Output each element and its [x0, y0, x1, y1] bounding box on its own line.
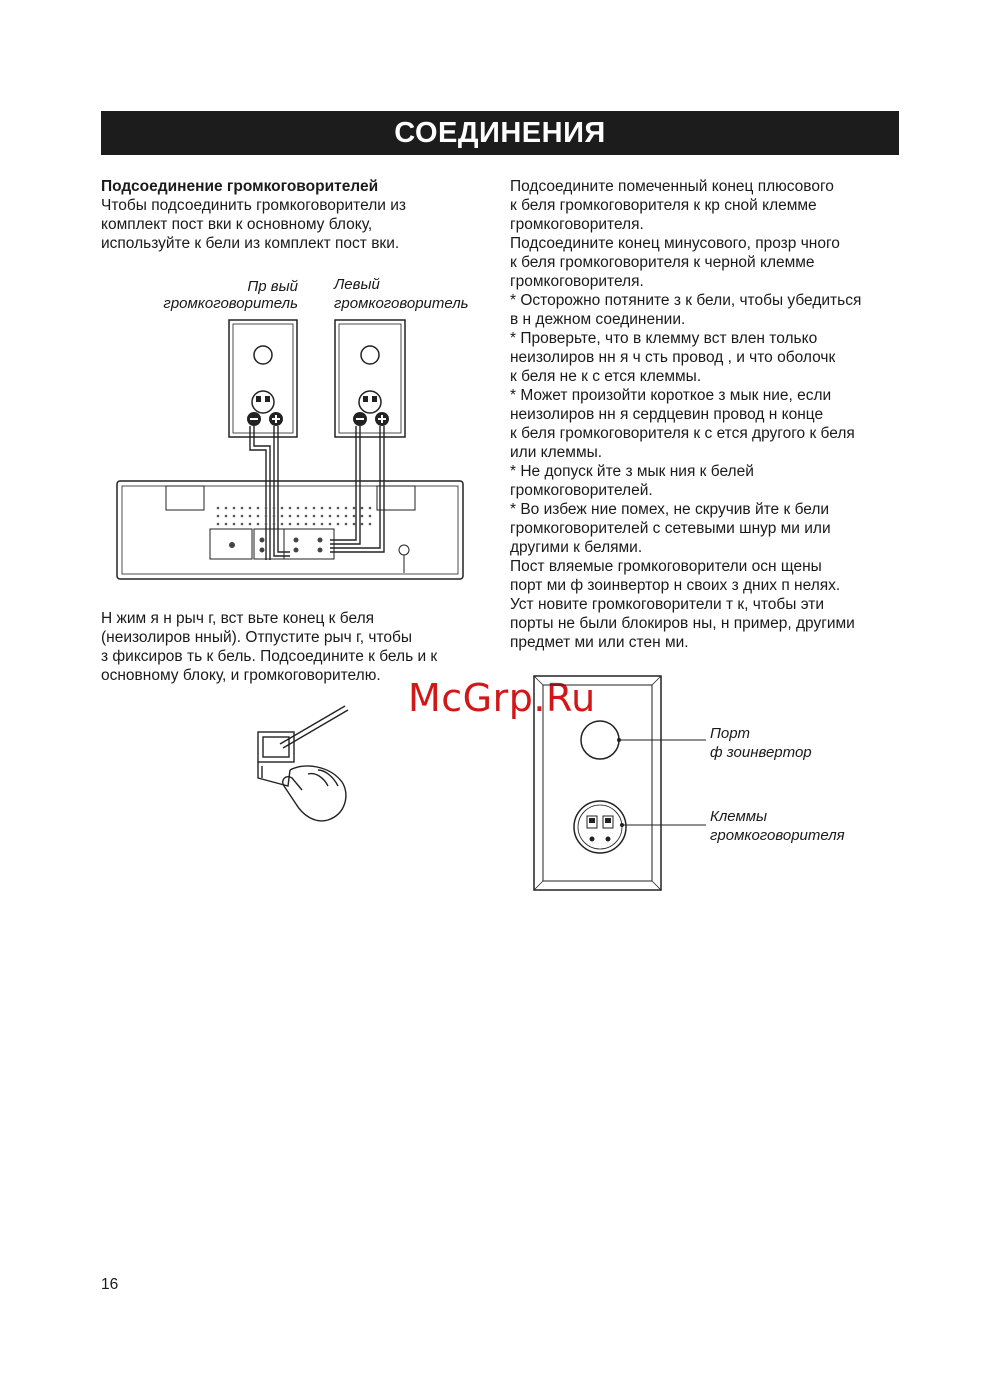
- left-speaker-port: [361, 346, 379, 364]
- vent-hole: [321, 507, 324, 510]
- page-title: СОЕДИНЕНИЯ: [394, 116, 606, 149]
- vent-hole: [321, 515, 324, 518]
- vent-hole: [297, 515, 300, 518]
- instruction-line: основному блоку, и громкоговорителю.: [101, 667, 381, 684]
- vent-hole: [313, 523, 316, 526]
- vent-hole: [329, 523, 332, 526]
- vent-hole: [313, 515, 316, 518]
- right-speaker-label-line1: Пр вый: [247, 278, 298, 295]
- port-label-line2: ф зоинвертор: [710, 744, 812, 761]
- text-line: * Во избеж ние помех, не скручив йте к бели: [510, 501, 830, 518]
- text-line: Подсоедините конец минусового, прозр чного: [510, 235, 840, 252]
- vent-hole: [353, 523, 356, 526]
- vent-hole: [249, 523, 252, 526]
- vent-hole: [265, 515, 268, 518]
- intro-line: Чтобы подсоединить громкоговорители из: [101, 197, 406, 214]
- watermark: McGrp.Ru: [408, 676, 596, 720]
- text-line: к беля громкоговорителя к черной клемме: [510, 254, 815, 271]
- vent-hole: [305, 507, 308, 510]
- vent-hole: [305, 523, 308, 526]
- right-speaker-port: [254, 346, 272, 364]
- vent-hole: [265, 523, 268, 526]
- vent-hole: [273, 515, 276, 518]
- vent-hole: [257, 507, 260, 510]
- text-line: * Проверьте, что в клемму вст влен только: [510, 330, 818, 347]
- left-speaker-cabinet: [335, 320, 405, 437]
- lever-instructions: [101, 609, 476, 685]
- speaker-terminals: [574, 801, 626, 853]
- speaker-back-diagram: [530, 672, 730, 894]
- vent-hole: [313, 507, 316, 510]
- vent-hole: [225, 515, 228, 518]
- text-line: Уст новите громкоговорители т к, чтобы эти: [510, 596, 825, 613]
- vent-hole: [345, 515, 348, 518]
- vent-hole: [369, 507, 372, 510]
- vent-hole: [225, 523, 228, 526]
- text-line: неизолиров нн я ч сть провод , и что оболочк: [510, 349, 836, 366]
- intro-line: комплект пост вки к основному блоку,: [101, 216, 373, 233]
- text-line: к беля громкоговорителя к с ется другого к беля: [510, 425, 855, 442]
- vent-hole: [241, 507, 244, 510]
- vent-hole: [281, 523, 284, 526]
- vent-hole: [257, 515, 260, 518]
- speaker-back-cabinet: [534, 676, 661, 890]
- text-line: порт ми ф зоинвертор н своих з дних п нелях.: [510, 577, 841, 594]
- vent-hole: [265, 507, 268, 510]
- vent-hole: [233, 515, 236, 518]
- vent-hole: [353, 507, 356, 510]
- port-label-line1: Порт: [710, 725, 751, 742]
- text-line: к беля не к с ется клеммы.: [510, 368, 702, 385]
- vent-hole: [289, 515, 292, 518]
- vent-hole: [249, 515, 252, 518]
- intro-line: используйте к бели из комплект пост вки.: [101, 235, 400, 252]
- vent-hole: [273, 507, 276, 510]
- terminals-label-line2: громкоговорителя: [710, 827, 845, 844]
- instruction-line: з фиксиров ть к бель. Подсоедините к бель и к: [101, 648, 438, 665]
- bass-reflex-port: [581, 721, 619, 759]
- text-line: громкоговорителя.: [510, 273, 644, 290]
- text-line: предмет ми или стен ми.: [510, 634, 689, 651]
- text-line: громкоговорителей с сетевыми шнур ми или: [510, 520, 831, 537]
- vent-hole: [361, 507, 364, 510]
- text-line: неизолиров нн я сердцевин провод н конце: [510, 406, 824, 423]
- vent-hole: [337, 507, 340, 510]
- text-line: порты не были блокиров ны, н пример, другими: [510, 615, 855, 632]
- text-line: к беля громкоговорителя к кр сной клемме: [510, 197, 817, 214]
- vent-hole: [249, 507, 252, 510]
- vent-hole: [281, 507, 284, 510]
- vent-hole: [217, 515, 220, 518]
- vent-hole: [225, 507, 228, 510]
- vent-hole: [241, 515, 244, 518]
- vent-hole: [241, 523, 244, 526]
- vent-hole: [345, 523, 348, 526]
- terminals-label-line1: Клеммы: [710, 808, 768, 825]
- instruction-line: (неизолиров нный). Отпустите рыч г, чтобы: [101, 629, 413, 646]
- text-line: Подсоедините помеченный конец плюсового: [510, 178, 834, 195]
- vent-hole: [217, 523, 220, 526]
- text-line: Пост вляемые громкоговорители осн щены: [510, 558, 822, 575]
- text-line: громкоговорителя.: [510, 216, 644, 233]
- vent-hole: [297, 523, 300, 526]
- vent-hole: [233, 523, 236, 526]
- text-line: * Не допуск йте з мык ния к белей: [510, 463, 754, 480]
- vent-hole: [257, 523, 260, 526]
- vent-hole: [297, 507, 300, 510]
- vent-hole: [369, 515, 372, 518]
- vent-hole: [305, 515, 308, 518]
- vent-hole: [337, 523, 340, 526]
- main-unit-rear-panel: [117, 481, 463, 579]
- vent-hole: [345, 507, 348, 510]
- text-line: * Осторожно потяните з к бели, чтобы убедиться: [510, 292, 862, 309]
- text-line: другими к белями.: [510, 539, 643, 556]
- left-speaker-label-line1: Левый: [334, 276, 380, 293]
- vent-hole: [329, 507, 332, 510]
- text-line: * Может произойти короткое з мык ние, если: [510, 387, 832, 404]
- vent-hole: [289, 523, 292, 526]
- instruction-line: Н жим я н рыч г, вст вьте конец к беля: [101, 610, 375, 627]
- right-speaker-cabinet: [229, 320, 297, 437]
- page-number: 16: [101, 1276, 119, 1293]
- text-line: громкоговорителей.: [510, 482, 653, 499]
- vent-hole: [353, 515, 356, 518]
- vent-hole: [369, 523, 372, 526]
- vent-hole: [217, 507, 220, 510]
- vent-hole: [281, 515, 284, 518]
- left-speaker-label-line2: громкоговоритель: [334, 295, 469, 312]
- vent-hole: [321, 523, 324, 526]
- vent-hole: [329, 515, 332, 518]
- text-line: в н дежном соединении.: [510, 311, 686, 328]
- vent-hole: [289, 507, 292, 510]
- vent-hole: [273, 523, 276, 526]
- vent-hole: [233, 507, 236, 510]
- hand-pressing-lever-illustration: [250, 700, 360, 830]
- vent-hole: [361, 515, 364, 518]
- right-column-instructions: [510, 177, 910, 652]
- subsection-heading: Подсоединение громкоговорителей: [101, 178, 379, 195]
- right-speaker-label-line2: громкоговоритель: [163, 295, 298, 312]
- vent-hole: [337, 515, 340, 518]
- text-line: или клеммы.: [510, 444, 603, 461]
- vent-hole: [361, 523, 364, 526]
